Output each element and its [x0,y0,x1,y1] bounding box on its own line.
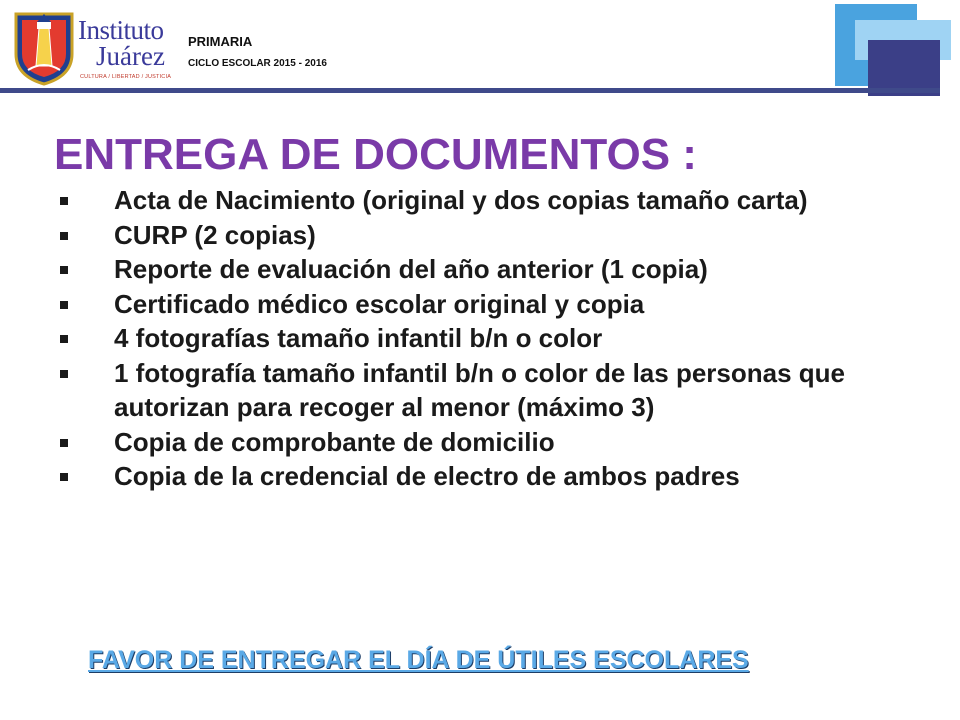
school-logo [12,10,182,86]
documents-list [54,183,904,494]
school-level: PRIMARIA [188,34,253,49]
list-item [54,356,904,425]
list-item-text: Certificado médico escolar original y copia [114,288,645,319]
square-bullet-icon [60,266,68,274]
list-item [54,425,904,460]
delivery-note: FAVOR DE ENTREGAR EL DÍA DE ÚTILES ESCOLARES [88,646,749,674]
square-bullet-icon [60,335,68,343]
list-item [54,287,904,322]
square-bullet-icon [60,439,68,447]
list-item-text: Reporte de evaluación del año anterior (1 copia) [114,254,708,284]
list-item-text: Copia de comprobante de domicilio [114,426,555,457]
list-item [54,218,904,253]
lighthouse-shield-icon [12,10,76,86]
square-bullet-icon [60,232,68,240]
square-bullet-icon [60,301,68,309]
square-bullet-icon [60,473,68,481]
logo-name-line2: Juárez [96,41,165,71]
list-item-text: CURP (2 copias) [114,219,316,250]
header-divider [0,88,940,93]
list-item [54,459,904,494]
list-item [54,252,904,287]
list-item-text: 1 fotografía tamaño infantil b/n o color de las personas que autorizan para recoger al menor (máximo 3) [114,357,845,422]
slide-header [0,0,960,96]
logo-motto: CULTURA / LIBERTAD / JUSTICIA [80,74,172,80]
list-item [54,321,904,356]
list-item [54,183,904,218]
school-year: CICLO ESCOLAR 2015 - 2016 [188,58,327,69]
page-title: ENTREGA DE DOCUMENTOS : [54,130,697,179]
logo-name-line1: Instituto [78,15,164,45]
square-bullet-icon [60,370,68,378]
list-item-text: Copia de la credencial de electro de ambos padres [114,461,740,491]
list-item-text: Acta de Nacimiento (original y dos copias tamaño carta) [114,185,808,215]
list-item-text: 4 fotografías tamaño infantil b/n o color [114,323,603,353]
square-bullet-icon [60,197,68,205]
